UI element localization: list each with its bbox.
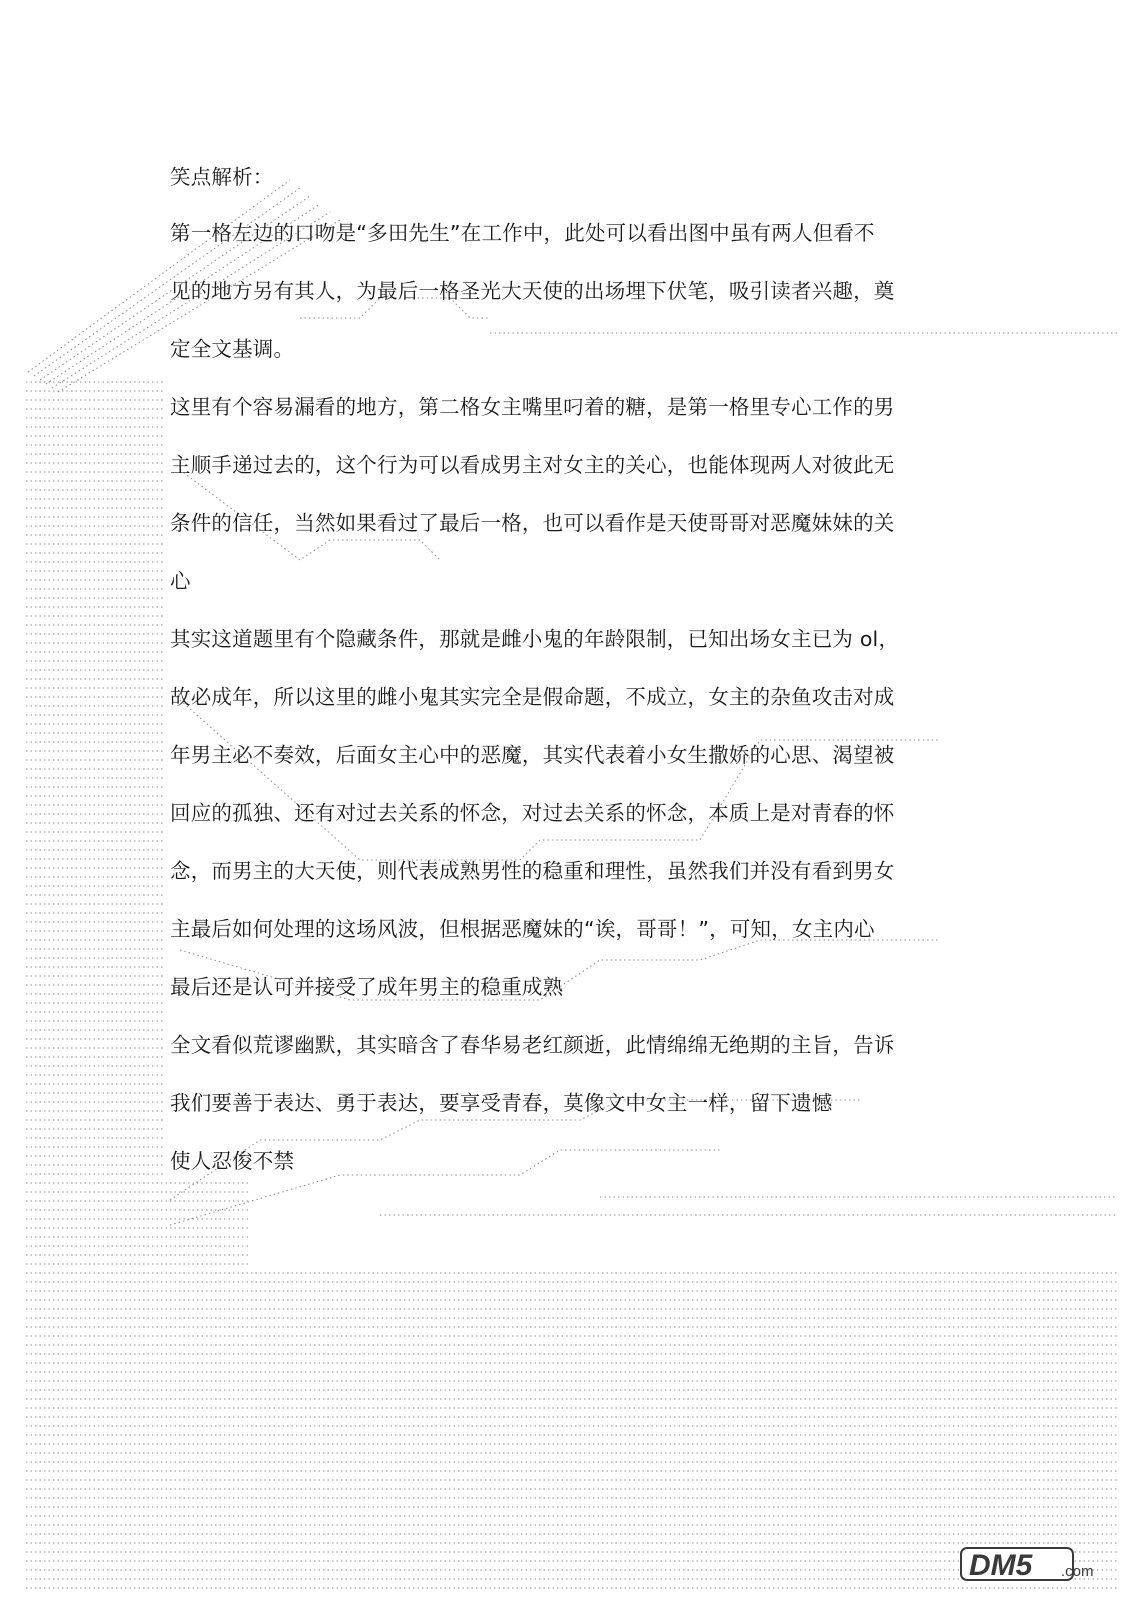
text-line: 定全文基调。 bbox=[170, 337, 295, 361]
dm5-watermark-logo bbox=[959, 1542, 1109, 1586]
watermark-suffix: .com bbox=[1061, 1563, 1094, 1580]
text-line: 最后还是认可并接受了成年男主的稳重成熟 bbox=[170, 975, 564, 999]
text-line: 回应的孤独、还有对过去关系的怀念，对过去关系的怀念，本质上是对青春的怀 bbox=[170, 801, 895, 825]
text-line: 使人忍俊不禁 bbox=[170, 1149, 295, 1173]
watermark-logo-text: DM5 bbox=[969, 1549, 1033, 1582]
text-line: 见的地方另有其人，为最后一格圣光大天使的出场埋下伏笔，吸引读者兴趣，奠 bbox=[170, 279, 895, 303]
text-line: 主顺手递过去的，这个行为可以看成男主对女主的关心，也能体现两人对彼此无 bbox=[170, 453, 895, 477]
text-line: 第一格左边的口吻是“多田先生”在工作中，此处可以看出图中虽有两人但看不 bbox=[170, 221, 875, 245]
text-line: 故必成年，所以这里的雌小鬼其实完全是假命题，不成立，女主的杂鱼攻击对成 bbox=[170, 685, 895, 709]
text-line: 这里有个容易漏看的地方，第二格女主嘴里叼着的糖，是第一格里专心工作的男 bbox=[170, 395, 895, 419]
text-line: 其实这道题里有个隐藏条件，那就是雌小鬼的年龄限制，已知出场女主已为 ol， bbox=[170, 627, 900, 651]
text-line: 年男主必不奏效，后面女主心中的恶魔，其实代表着小女生撒娇的心思、渴望被 bbox=[170, 743, 895, 767]
text-line: 念，而男主的大天使，则代表成熟男性的稳重和理性，虽然我们并没有看到男女 bbox=[170, 859, 895, 883]
text-line: 主最后如何处理的这场风波，但根据恶魔妹的“诶，哥哥！”，可知，女主内心 bbox=[170, 917, 875, 941]
article-text bbox=[170, 150, 950, 1190]
heading: 笑点解析： bbox=[170, 165, 274, 189]
text-line: 心 bbox=[170, 569, 191, 593]
text-line: 全文看似荒谬幽默，其实暗含了春华易老红颜逝，此情绵绵无绝期的主旨，告诉 bbox=[170, 1033, 895, 1057]
text-line: 我们要善于表达、勇于表达，要享受青春，莫像文中女主一样，留下遗憾 bbox=[170, 1091, 833, 1115]
text-line: 条件的信任，当然如果看过了最后一格，也可以看作是天使哥哥对恶魔妹妹的关 bbox=[170, 511, 895, 535]
